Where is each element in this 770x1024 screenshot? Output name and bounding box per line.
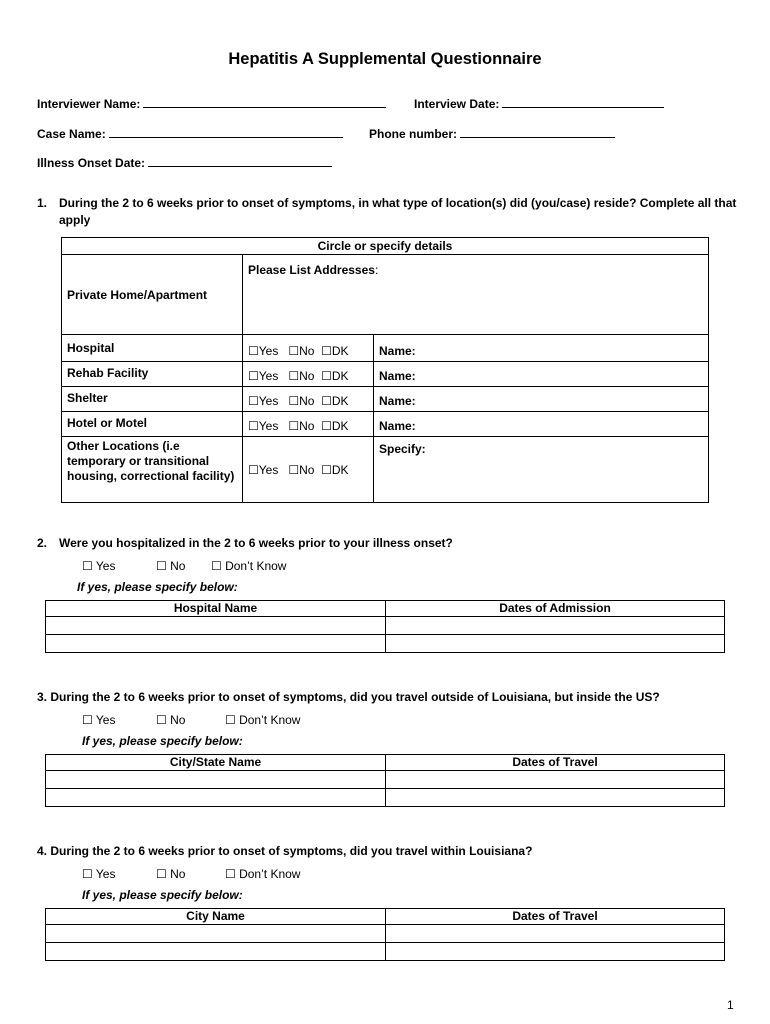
location-options-rehab[interactable]: ☐Yes ☐No ☐DK bbox=[243, 362, 374, 387]
interviewer-name-label: Interviewer Name: bbox=[37, 97, 141, 111]
travel-dates-cell[interactable] bbox=[386, 925, 725, 943]
question-3-text: 3. During the 2 to 6 weeks prior to onset of symptoms, did you travel outside of Louisiana, but inside the US? bbox=[37, 690, 660, 704]
location-options-other[interactable]: ☐Yes ☐No ☐DK bbox=[243, 437, 374, 503]
question-1 bbox=[37, 195, 737, 229]
location-detail-rehab[interactable]: Name: bbox=[374, 362, 709, 387]
q4-specify-label: If yes, please specify below: bbox=[82, 888, 243, 902]
location-detail-hotel[interactable]: Name: bbox=[374, 412, 709, 437]
q3-specify-label: If yes, please specify below: bbox=[82, 734, 243, 748]
locations-table bbox=[61, 237, 709, 503]
illness-onset-date-field[interactable] bbox=[37, 156, 332, 170]
location-row-rehab bbox=[62, 362, 709, 387]
q3-dont-know-checkbox[interactable]: ☐ Don’t Know bbox=[225, 713, 301, 727]
hospital-name-header: Hospital Name bbox=[46, 601, 386, 617]
table-row bbox=[46, 617, 725, 635]
table-row bbox=[46, 635, 725, 653]
location-detail-shelter[interactable]: Name: bbox=[374, 387, 709, 412]
location-label-hospital: Hospital bbox=[62, 335, 243, 362]
question-4-text: 4. During the 2 to 6 weeks prior to onset of symptoms, did you travel within Louisiana? bbox=[37, 844, 533, 858]
illness-onset-date-line[interactable] bbox=[148, 156, 332, 167]
location-label-other: Other Locations (i.e temporary or transitional housing, correctional facility) bbox=[62, 437, 243, 503]
admission-dates-cell[interactable] bbox=[386, 617, 725, 635]
table-row bbox=[46, 943, 725, 961]
question-1-text: During the 2 to 6 weeks prior to onset of symptoms, in what type of location(s) did (you/case) reside? Complete all that apply bbox=[59, 196, 737, 227]
q4-dont-know-checkbox[interactable]: ☐ Don’t Know bbox=[225, 867, 301, 881]
addresses-cell[interactable] bbox=[243, 255, 709, 335]
phone-number-line[interactable] bbox=[460, 127, 615, 138]
location-label-hotel: Hotel or Motel bbox=[62, 412, 243, 437]
interviewer-name-line[interactable] bbox=[143, 97, 386, 108]
q4-no-checkbox[interactable]: ☐ No bbox=[156, 867, 186, 881]
location-label-rehab: Rehab Facility bbox=[62, 362, 243, 387]
admission-dates-cell[interactable] bbox=[386, 635, 725, 653]
interview-date-field[interactable] bbox=[414, 97, 664, 111]
location-row-hotel bbox=[62, 412, 709, 437]
page-number: 1 bbox=[727, 998, 734, 1012]
list-addresses-label: Please List Addresses bbox=[248, 263, 375, 277]
dates-of-travel-header: Dates of Travel bbox=[386, 755, 725, 771]
table-row bbox=[46, 925, 725, 943]
location-row-hospital bbox=[62, 335, 709, 362]
location-options-shelter[interactable]: ☐Yes ☐No ☐DK bbox=[243, 387, 374, 412]
q2-yes-checkbox[interactable]: ☐ Yes bbox=[82, 559, 116, 573]
question-2 bbox=[37, 535, 737, 552]
dates-of-travel-header: Dates of Travel bbox=[386, 909, 725, 925]
illness-onset-date-label: Illness Onset Date: bbox=[37, 156, 146, 170]
location-options-hospital[interactable]: ☐Yes ☐No ☐DK bbox=[243, 335, 374, 362]
hospital-name-cell[interactable] bbox=[46, 635, 386, 653]
hospital-table bbox=[45, 600, 725, 653]
case-name-label: Case Name: bbox=[37, 127, 106, 141]
travel-dates-cell[interactable] bbox=[386, 943, 725, 961]
city-state-cell[interactable] bbox=[46, 789, 386, 807]
case-name-field[interactable] bbox=[37, 127, 343, 141]
list-addresses-colon: : bbox=[374, 263, 379, 277]
travel-louisiana-table bbox=[45, 908, 725, 961]
q4-yes-checkbox[interactable]: ☐ Yes bbox=[82, 867, 116, 881]
question-2-text: Were you hospitalized in the 2 to 6 weeks prior to your illness onset? bbox=[59, 536, 453, 550]
city-name-cell[interactable] bbox=[46, 943, 386, 961]
location-detail-other[interactable]: Specify: bbox=[374, 437, 709, 503]
interviewer-name-field[interactable] bbox=[37, 97, 386, 111]
interview-date-line[interactable] bbox=[502, 97, 664, 108]
city-name-cell[interactable] bbox=[46, 925, 386, 943]
travel-us-table bbox=[45, 754, 725, 807]
q3-no-checkbox[interactable]: ☐ No bbox=[156, 713, 186, 727]
hospital-name-cell[interactable] bbox=[46, 617, 386, 635]
city-state-name-header: City/State Name bbox=[46, 755, 386, 771]
case-name-line[interactable] bbox=[109, 127, 343, 138]
table-row bbox=[46, 789, 725, 807]
private-home-label: Private Home/Apartment bbox=[62, 255, 243, 335]
city-state-cell[interactable] bbox=[46, 771, 386, 789]
table-row bbox=[46, 771, 725, 789]
phone-number-field[interactable] bbox=[369, 127, 615, 141]
location-label-shelter: Shelter bbox=[62, 387, 243, 412]
question-2-number: 2. bbox=[37, 536, 48, 550]
location-options-hotel[interactable]: ☐Yes ☐No ☐DK bbox=[243, 412, 374, 437]
page-title: Hepatitis A Supplemental Questionnaire bbox=[228, 50, 542, 68]
question-1-number: 1. bbox=[37, 196, 48, 210]
q2-specify-label: If yes, please specify below: bbox=[77, 580, 238, 594]
dates-of-admission-header: Dates of Admission bbox=[386, 601, 725, 617]
travel-dates-cell[interactable] bbox=[386, 789, 725, 807]
travel-dates-cell[interactable] bbox=[386, 771, 725, 789]
locations-table-header: Circle or specify details bbox=[62, 238, 709, 255]
city-name-header: City Name bbox=[46, 909, 386, 925]
location-row-shelter bbox=[62, 387, 709, 412]
phone-number-label: Phone number: bbox=[369, 127, 458, 141]
q2-no-checkbox[interactable]: ☐ No bbox=[156, 559, 186, 573]
interview-date-label: Interview Date: bbox=[414, 97, 500, 111]
location-row-other bbox=[62, 437, 709, 503]
location-detail-hospital[interactable]: Name: bbox=[374, 335, 709, 362]
q3-yes-checkbox[interactable]: ☐ Yes bbox=[82, 713, 116, 727]
q2-dont-know-checkbox[interactable]: ☐ Don’t Know bbox=[211, 559, 287, 573]
